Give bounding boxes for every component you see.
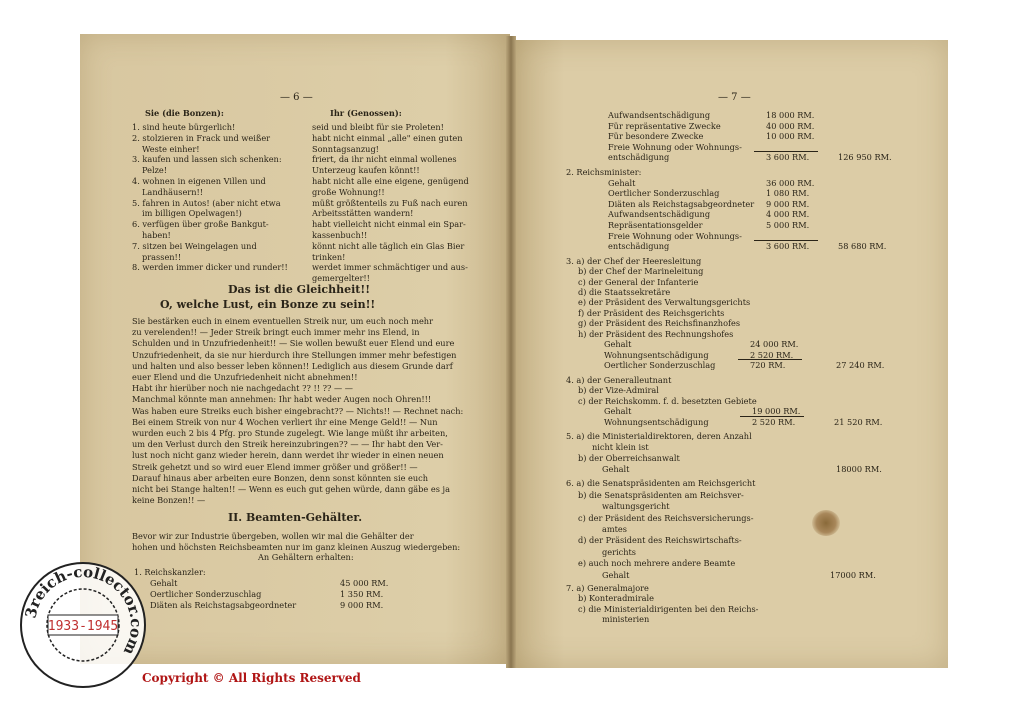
genossen-line: Sonntagsanzug! xyxy=(312,143,379,154)
item3-line: c) der General der Infanterie xyxy=(578,276,699,287)
sum-rule xyxy=(754,151,818,152)
bonzen-line: 3. kaufen und lassen sich schenken: xyxy=(132,154,282,165)
salary-label: Gehalt xyxy=(604,339,632,349)
intro-line: An Gehältern erhalten: xyxy=(258,552,354,562)
bonzen-line: haben! xyxy=(142,230,171,240)
item3-line: e) der Präsident des Verwaltungsgerichts xyxy=(578,297,751,308)
salary-label: Aufwandsentschädigung xyxy=(608,110,711,120)
salary-label: Aufwandsentschädigung xyxy=(608,209,711,220)
bonzen-line: 7. sitzen bei Weingelagen und xyxy=(132,240,257,251)
salary-total: 126 950 RM. xyxy=(838,152,892,163)
salary-value: 1 080 RM. xyxy=(766,188,810,199)
bonzen-line: Weste einher! xyxy=(142,143,200,154)
copyright-notice: Copyright © All Rights Reserved xyxy=(142,671,361,685)
sum-rule xyxy=(738,359,802,360)
item6-line: 6. a) die Senatspräsidenten am Reichsgericht xyxy=(566,478,756,489)
salary-label: Gehalt xyxy=(608,177,636,188)
item3-line: g) der Präsident des Reichsfinanzhofes xyxy=(578,318,741,329)
item6-line: Gehalt xyxy=(602,569,630,580)
salary-label: Für repräsentative Zwecke xyxy=(608,120,721,131)
bonzen-line: 1. sind heute bürgerlich! xyxy=(132,122,236,132)
paper-stain xyxy=(812,510,840,536)
item6-line: b) die Senatspräsidenten am Reichsver- xyxy=(578,489,744,500)
salary-label: entschädigung xyxy=(608,241,670,252)
salary-value: 3 600 RM. xyxy=(766,152,810,163)
salary-value: 24 000 RM. xyxy=(750,339,799,349)
item3-line: h) der Präsident des Rechnungshofes xyxy=(578,328,734,339)
item3-line: d) die Staatssekretäre xyxy=(578,287,671,297)
paragraph-line: Unzufriedenheit, da sie nur hierdurch ihre Stellungen immer mehr befestigen xyxy=(132,349,457,360)
bonzen-line: Pelze! xyxy=(142,165,168,176)
item7-line: 7. a) Generalmajore xyxy=(566,583,649,593)
item5-total: 18000 RM. xyxy=(836,463,882,474)
section-title: II. Beamten-Gehälter. xyxy=(228,511,363,524)
item4-line: c) der Reichskomm. f. d. besetzten Gebiete xyxy=(578,395,757,406)
bonzen-line: 2. stolzieren in Frack und weißer xyxy=(132,132,271,143)
item4-line: b) der Vize-Admiral xyxy=(578,385,659,396)
item5-line: b) der Oberreichsanwalt xyxy=(578,452,680,463)
item3-line: 3. a) der Chef der Heeresleitung xyxy=(566,255,702,266)
salary-value: 10 000 RM. xyxy=(766,131,815,142)
item5-line: nicht klein ist xyxy=(592,442,649,452)
paragraph-line: lust noch nicht ganz wieder herein, dann werdet ihr wieder in einen neuen xyxy=(132,450,444,461)
salary-value: 19 000 RM. xyxy=(752,406,801,416)
paragraph-line: Streik gehetzt und so wird euer Elend immer größer und größer!! — xyxy=(132,461,418,472)
paragraph-line: euer Elend und die Unzufriedenheit nicht abnehmen!! xyxy=(132,372,358,382)
salary-label: Oertlicher Sonderzuschlag xyxy=(608,188,720,199)
book-gutter xyxy=(506,36,516,668)
salary-value: 4 000 RM. xyxy=(766,209,810,220)
col2-header: Ihr (Genossen): xyxy=(330,108,402,118)
item3-line: b) der Chef der Marineleitung xyxy=(578,266,704,277)
salary-total: 21 520 RM. xyxy=(834,416,883,427)
salary-label: Gehalt xyxy=(604,406,632,416)
item6-line: e) auch noch mehrere andere Beamte xyxy=(578,558,736,569)
col1-header: Sie (die Bonzen): xyxy=(145,108,224,118)
bonzen-line: Landhäusern!! xyxy=(142,186,204,197)
salary-value: 40 000 RM. xyxy=(766,120,815,131)
salary-total: 58 680 RM. xyxy=(838,241,887,252)
paragraph-line: wurden euch 2 bis 4 Pfg. pro Stunde zugelegt. Wie lange müßt ihr arbeiten, xyxy=(132,428,448,438)
salary-value: 9 000 RM. xyxy=(766,198,810,209)
salary-label: Diäten als Reichstagsabgeordneter xyxy=(608,198,755,209)
item6-line: waltungsgericht xyxy=(602,501,670,512)
salary-value: 2 520 RM. xyxy=(750,349,794,360)
collector-stamp xyxy=(18,560,148,690)
genossen-line: kassenbuch!! xyxy=(312,230,368,240)
salary-label: Diäten als Reichstagsabgeordneter xyxy=(150,600,297,610)
item7-line: ministerien xyxy=(602,614,650,625)
bonzen-line: prassen!! xyxy=(142,251,182,262)
paragraph-line: zu verelenden!! — Jeder Streik bringt euch immer mehr ins Elend, in xyxy=(132,327,420,338)
page-number-right: — 7 — xyxy=(718,92,751,103)
item6-total: 17000 RM. xyxy=(830,569,876,580)
salary-total: 27 240 RM. xyxy=(836,360,885,371)
paragraph-line: keine Bonzen!! — xyxy=(132,495,206,506)
salary-value: 45 000 RM. xyxy=(340,578,389,588)
item5-line: Gehalt xyxy=(602,463,630,474)
paragraph-line: Darauf hinaus aber arbeiten eure Bonzen, denn sonst könnten sie euch xyxy=(132,472,429,483)
paragraph-line: Schulden und in Unzufriedenheit!! — Sie wollen bewußt euer Elend und eure xyxy=(132,338,455,349)
salary-value: 9 000 RM. xyxy=(340,600,384,610)
salary-label: entschädigung xyxy=(608,152,670,163)
item4-line: 4. a) der Generalleutnant xyxy=(566,374,672,385)
salary-value: 3 600 RM. xyxy=(766,241,810,252)
salary-label: Oertlicher Sonderzuschlag xyxy=(604,360,716,371)
genossen-line: werdet immer schmächtiger und aus- xyxy=(312,262,468,273)
paragraph-line: Bei einem Streik von nur 4 Wochen verliert ihr eine Menge Geld!! — Nun xyxy=(132,416,438,427)
salary-label: Repräsentationsgelder xyxy=(608,220,703,230)
salary-value: 1 350 RM. xyxy=(340,589,384,599)
genossen-line: habt nicht einmal „alle" einen guten xyxy=(312,132,463,143)
bonzen-line: 4. wohnen in eigenen Villen und xyxy=(132,176,266,186)
bonzen-line: im billigen Opelwagen!) xyxy=(142,208,242,219)
bonzen-line: 5. fahren in Autos! (aber nicht etwa xyxy=(132,197,281,208)
item6-line: amtes xyxy=(602,524,627,534)
sum-rule xyxy=(740,416,804,417)
stamp-years: 1933-1945 xyxy=(47,619,119,634)
genossen-line: friert, da ihr nicht einmal wollenes xyxy=(312,154,457,165)
item6-line: gerichts xyxy=(602,546,636,557)
salary-label: Freie Wohnung oder Wohnungs- xyxy=(608,141,742,152)
slogan-bonze: O, welche Lust, ein Bonze zu sein!! xyxy=(160,298,376,311)
intro-line: Bevor wir zur Industrie übergeben, wollen wir mal die Gehälter der xyxy=(132,531,414,541)
salary-value: 18 000 RM. xyxy=(766,110,815,120)
paragraph-line: Habt ihr hierüber noch nie nachgedacht ?? !! ?? — — xyxy=(132,383,353,394)
sum-rule xyxy=(754,240,818,241)
salary-label: Oertlicher Sonderzuschlag xyxy=(150,589,262,599)
genossen-line: müßt größtenteils zu Fuß nach euren xyxy=(312,197,468,208)
right-page xyxy=(512,40,948,668)
salary-label: Wohnungsentschädigung xyxy=(604,416,709,427)
genossen-line: Arbeitsstätten wandern! xyxy=(312,208,414,219)
genossen-line: habt nicht alle eine eigene, genügend xyxy=(312,176,469,186)
paragraph-line: Manchmal könnte man annehmen: Ihr habt weder Augen noch Ohren!!! xyxy=(132,394,432,405)
paragraph-line: Was haben eure Streiks euch bisher eingebracht?? — Nichts!! — Rechnet nach: xyxy=(132,405,464,416)
paragraph-line: um den Verlust durch den Streik hereinzubringen?? — — Ihr habt den Ver- xyxy=(132,439,443,450)
salary-label: Für besondere Zwecke xyxy=(608,131,704,142)
item7-line: b) Konteradmirale xyxy=(578,593,654,604)
salary-label: Freie Wohnung oder Wohnungs- xyxy=(608,230,742,241)
item2-title: 2. Reichsminister: xyxy=(566,167,642,177)
slogan-equality: Das ist die Gleichheit!! xyxy=(228,283,371,296)
item7-line: c) die Ministerialdirigenten bei den Reichs- xyxy=(578,603,759,614)
item3-line: f) der Präsident des Reichsgerichts xyxy=(578,307,725,318)
genossen-line: große Wohnung!! xyxy=(312,186,385,197)
bonzen-line: 8. werden immer dicker und runder!! xyxy=(132,262,288,273)
salary-label: Wohnungsentschädigung xyxy=(604,349,709,360)
item1-title: 1. Reichskanzler: xyxy=(134,567,206,577)
bonzen-line: 6. verfügen über große Bankgut- xyxy=(132,219,269,230)
paragraph-line: Sie bestärken euch in einem eventuellen Streik nur, um euch noch mehr xyxy=(132,316,433,326)
salary-value: 36 000 RM. xyxy=(766,177,815,188)
salary-label: Gehalt xyxy=(150,578,178,588)
genossen-line: könnt nicht alle täglich ein Glas Bier xyxy=(312,240,465,251)
genossen-line: habt vielleicht nicht einmal ein Spar- xyxy=(312,219,466,230)
item5-line: 5. a) die Ministerialdirektoren, deren Anzahl xyxy=(566,431,752,442)
genossen-line: gemergelter!! xyxy=(312,273,370,284)
intro-line: hohen und höchsten Reichsbeamten nur im ganz kleinen Auszug wiedergeben: xyxy=(132,541,461,552)
genossen-line: trinken! xyxy=(312,251,346,262)
salary-value: 720 RM. xyxy=(750,360,786,371)
salary-value: 5 000 RM. xyxy=(766,220,810,230)
item6-line: d) der Präsident des Reichswirtschafts- xyxy=(578,535,742,546)
paragraph-line: nicht bei Stange halten!! — Wenn es euch gut gehen würde, dann gäbe es ja xyxy=(132,484,450,494)
salary-value: 2 520 RM. xyxy=(752,416,796,427)
stamp-ring-text: 3reich-collector.com xyxy=(21,562,146,658)
genossen-line: Unterzeug kaufen könnt!! xyxy=(312,165,420,176)
genossen-line: seid und bleibt für sie Proleten! xyxy=(312,122,444,132)
page-number-left: — 6 — xyxy=(280,92,313,103)
item6-line: c) der Präsident des Reichsversicherungs- xyxy=(578,512,754,523)
paragraph-line: und halten und also besser leben können!! Lediglich aus diesem Grunde darf xyxy=(132,360,453,371)
